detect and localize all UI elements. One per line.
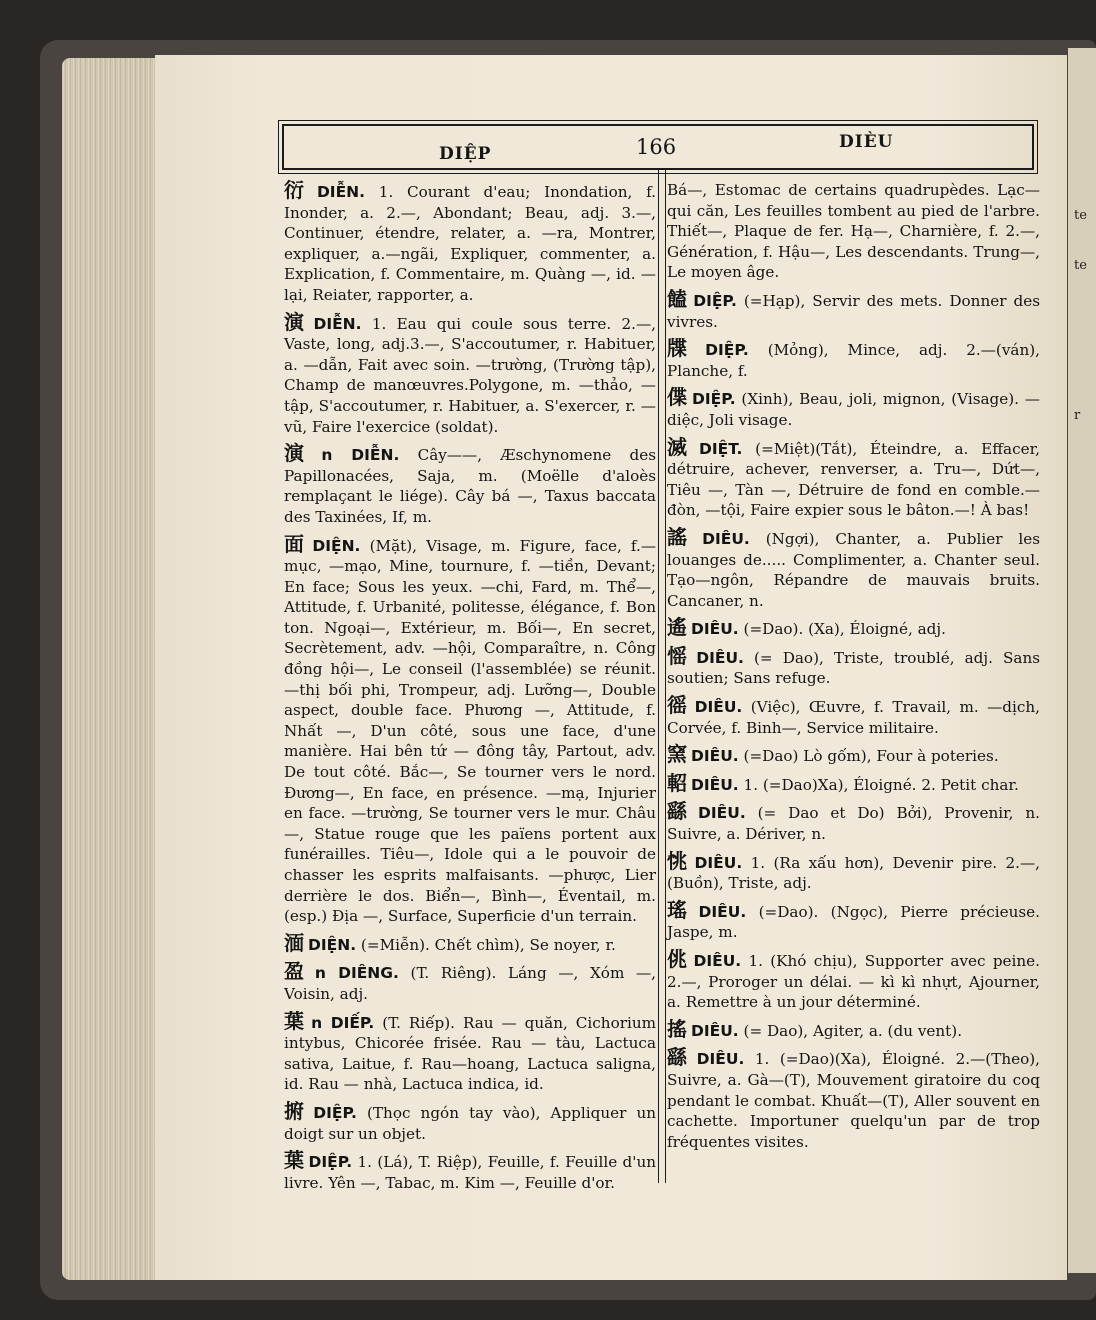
page-edges	[62, 58, 158, 1280]
entry-headword: DIỄN.	[316, 183, 366, 201]
entry-headword: DIỆP.	[693, 291, 737, 310]
entry-definition: (Mỏng), Mince, adj. 2.—(ván), Planche, f.	[667, 341, 1041, 380]
dictionary-entry	[667, 1047, 1040, 1152]
entry-headword: DIÊU.	[691, 1021, 739, 1040]
entry-definition: (=Dao). (Xa), Éloigné, adj.	[743, 620, 946, 639]
dictionary-entry	[667, 524, 1041, 611]
entry-definition: (=Miệt)(Tắt), Éteindre, a. Effacer, détruire, achever, renverser, a. Tru—, Dứt—, Tiêu —, Tàn —, Détruire de fond en comble.—đòn, —tội, Faire expier sous le bâton.—! À bas!	[667, 439, 1041, 520]
entry-definition: (= Dao), Triste, troublé, adj. Sans soutien; Sans refuge.	[667, 648, 1041, 688]
dictionary-entry	[667, 949, 1040, 1013]
han-character: 牒	[667, 336, 702, 361]
han-character: 搖	[667, 1016, 687, 1041]
han-character: 窯	[667, 742, 687, 767]
han-character: 謠	[667, 524, 699, 549]
entry-definition: 1. Courant d'eau; Inondation, f. Inonder, a. 2.—, Abondant; Beau, adj. 3.—, Continuer, étendre, relater, a. —ra, Montrer, expliquer, a.—ngãi, Expliquer, commenter, a. Explication, f. Commentaire, m. Quàng —, id. — lại, Reiater, rapporter, a.	[284, 183, 657, 304]
entry-definition: (T. Riêng). Láng —, Xóm —, Voisin, adj.	[284, 964, 657, 1003]
entry-definition: Bá—, Estomac de certains quadrupèdes. Lạc— qui căn, Les feuilles tombent au pied de l'arbre. Thiết—, Plaque de fer. Hạ—, Charnière, f. 2.—, Génération, f. Hậu—, Les descendants. Trung—, Le moyen âge.	[667, 181, 1040, 282]
dictionary-entry	[667, 434, 1041, 521]
next-page-fragment: r	[1074, 408, 1081, 423]
entry-headword: DIÊU.	[694, 698, 743, 717]
entry-headword: DIÊU.	[698, 902, 747, 921]
entry-headword: n DIÊNG.	[314, 964, 399, 983]
dictionary-entry	[284, 531, 657, 927]
entry-definition: 1. (Ra xấu hơn), Devenir pire. 2.—, (Buồn), Triste, adj.	[667, 853, 1041, 893]
entry-headword: DIỆP.	[705, 341, 749, 360]
next-page-strip	[1068, 48, 1096, 1273]
entry-headword: DIÊU.	[702, 529, 750, 548]
dictionary-entry	[284, 180, 656, 306]
han-character: 滅	[667, 434, 695, 459]
han-character: 佻	[667, 947, 690, 971]
dictionary-entry	[667, 1016, 1040, 1042]
entry-headword: DIỆP.	[308, 1153, 353, 1172]
entry-definition: (=Dao). (Ngọc), Pierre précieuse. Jaspe, m.	[667, 902, 1040, 942]
entry-definition: 1. (=Dao)Xa), Éloigné. 2. Petit char.	[743, 775, 1019, 794]
entry-definition: (= Dao), Agiter, a. (du vent).	[743, 1021, 963, 1040]
right-column	[667, 180, 1040, 1158]
han-character: 捬	[284, 1098, 310, 1123]
entry-definition: Cây——, Æschynomene des Papillonacées, Saja, m. (Moëlle d'aloès remplaçant le liége). Cây bá —, Taxus baccata des Taxinées, If, m.	[284, 446, 657, 526]
han-character: 軺	[667, 770, 687, 795]
header-right-word: DIÈU	[839, 132, 894, 152]
header-left-word: DIỆP	[439, 144, 492, 164]
dictionary-entry	[667, 387, 1040, 430]
entry-headword: DIÊU.	[696, 648, 744, 667]
page-number: 166	[636, 135, 677, 159]
han-character: 盈	[284, 959, 311, 984]
entry-headword: DIỆN.	[308, 935, 357, 954]
han-character: 遙	[667, 615, 687, 640]
han-character: 愮	[667, 643, 693, 668]
dictionary-entry	[284, 1098, 657, 1144]
entry-definition: 1. Eau qui coule sous terre. 2.—, Vaste, long, adj.3.—, S'accoutumer, r. Habituer, a. —dẫn, Fait avec soin. —trường, (Trường tập), Champ de manœuvres.Polygone, m. —thảo, —tập, S'accoutumer, r. Habituer, a. S'exercer, r. — vũ, Faire l'exercice (soldat).	[284, 314, 656, 436]
entry-headword: DIỆP.	[313, 1103, 357, 1122]
entry-headword: DIỄN.	[313, 314, 362, 333]
dictionary-entry	[667, 801, 1040, 844]
entry-headword: DIÊU.	[693, 952, 742, 970]
entry-definition: (=Miễn). Chết chìm), Se noyer, r.	[360, 935, 616, 954]
han-character: 饁	[667, 286, 690, 311]
han-character: 葉	[284, 1148, 305, 1173]
entry-definition: 1. (Lá), T. Riệp), Feuille, f. Feuille d'un livre. Yên —, Tabac, m. Kim —, Feuille d'or.	[284, 1153, 657, 1192]
entry-headword: DIỆT.	[699, 439, 743, 458]
han-character: 瑤	[667, 897, 695, 922]
entry-definition: 1. (=Dao)(Xa), Éloigné. 2.—(Theo), Suivre, a. Gà—(T), Mouvement giratoire du coq pendant le combat. Khuất—(T), Aller souvent en cachette. Importuner quelqu'un par de trop fréquentes visites.	[667, 1050, 1041, 1151]
dictionary-entry	[667, 617, 1040, 640]
entry-definition: (Thọc ngón tay vào), Appliquer un doigt sur un objet.	[284, 1103, 657, 1143]
entry-definition: (Mặt), Visage, m. Figure, face, f.—mục, —mạo, Mine, tournure, f. —tiền, Devant; En face; Sous les yeux. —chi, Fard, m. Thể—, Attitude, f. Urbanité, politesse, élégance, f. Bon ton. Ngoại—, Extérieur, m. Bối—, En secret, Secrètement, adv. —hội, Comparaître, n. Công đồng hội—, Le conseil (l'assemblée) se réunit. —thị bối phi, Trompeur, adj. Lưỡng—, Double aspect, double face. Phương —, Attitude, f. Nhất —, D'un côté, sous une face, d'une manière. Hai bên tứ — đông tây, Partout, adv. De tout côté. Bắc—, Se tourner vers le nord. Đương—, En face, en présence. —mạ, Injurier en face. —trường, Se tourner vers le mur. Châu —, Statue rouge que les païens portent aux funérailles. Tiêu—, Idole qui a le pouvoir de chasser les esprits malfaisants. —phược, Lier derrière le dos. Biển—, Bình—, Éventail, m. (esp.) Địa —, Surface, Superficie d'un terrain.	[284, 536, 657, 926]
entry-headword: DIÊU.	[691, 775, 739, 794]
dictionary-entry	[667, 770, 1040, 796]
dictionary-entry	[667, 744, 1040, 767]
entry-definition: (Xinh), Beau, joli, mignon, (Visage). —diệc, Joli visage.	[667, 390, 1040, 429]
dictionary-entry	[667, 848, 1041, 894]
entry-definition: (Ngợi), Chanter, a. Publier les louanges de..... Complimenter, a. Chanter seul. Tạo—ngôn, Répandre de mauvais bruits. Cancaner, n.	[667, 529, 1041, 610]
column-divider	[658, 168, 666, 1183]
entry-definition: (Việc), Œuvre, f. Travail, m. —dịch, Corvée, f. Binh—, Service militaire.	[667, 698, 1041, 737]
entry-definition: (T. Riếp). Rau — quăn, Cichorium intybus, Chicorée frisée. Rau — tàu, Lactuca sativa, Laitue, f. Rau—hoang, Lactuca saligna, id. Rau — nhà, Lactuca indica, id.	[284, 1013, 657, 1094]
dictionary-entry	[667, 286, 1041, 332]
han-character: 衍	[284, 178, 313, 202]
entry-headword: n DIẾP.	[311, 1013, 375, 1032]
entry-definition: (=Dao) Lò gốm), Four à poteries.	[743, 747, 999, 766]
han-character: 湎	[284, 930, 304, 955]
han-character: 葉	[284, 1008, 308, 1033]
han-character: 演	[284, 309, 310, 334]
entry-headword: DIÊU.	[691, 620, 739, 639]
dictionary-entry	[284, 1150, 656, 1193]
han-character: 恌	[667, 848, 691, 873]
next-page-fragment: te	[1074, 208, 1087, 223]
entry-headword: DIÊU.	[696, 1050, 745, 1069]
dictionary-entry	[667, 643, 1041, 689]
entry-headword: DIÊU.	[698, 804, 746, 823]
next-page-fragment: te	[1074, 258, 1087, 273]
dictionary-entry	[667, 695, 1040, 738]
dictionary-entry	[284, 930, 656, 956]
han-character: 面	[284, 531, 309, 556]
entry-headword: DIỆP.	[691, 390, 736, 409]
dictionary-entry	[284, 443, 656, 527]
entry-continuation	[667, 180, 1040, 283]
dictionary-entry	[667, 338, 1040, 381]
dictionary-entry	[667, 897, 1040, 943]
han-character: 徭	[667, 693, 691, 718]
entry-headword: DIỆN.	[312, 536, 361, 555]
dictionary-entry	[284, 1008, 657, 1095]
entry-definition: 1. (Khó chịu), Supporter avec peine. 2.—, Proroger un délai. — kì kì nhựt, Ajourner, a. Remettre à un jour déterminé.	[667, 952, 1040, 1012]
entry-headword: n DIỄN.	[321, 446, 400, 465]
entry-definition: (= Dao et Do) Bởi), Provenir, n. Suivre, a. Dériver, n.	[667, 804, 1040, 844]
entry-headword: DIÊU.	[694, 853, 743, 872]
entry-definition: (=Hạp), Servir des mets. Donner des vivres.	[667, 291, 1041, 331]
han-character: 演	[284, 441, 318, 466]
han-character: 偞	[667, 385, 688, 410]
han-character: 繇	[667, 799, 695, 824]
page-header	[282, 124, 1034, 170]
han-character: 繇	[667, 1045, 693, 1070]
dictionary-entry	[284, 961, 656, 1004]
entry-headword: DIÊU.	[691, 747, 739, 766]
dictionary-entry	[284, 309, 656, 438]
left-column	[284, 180, 656, 1199]
